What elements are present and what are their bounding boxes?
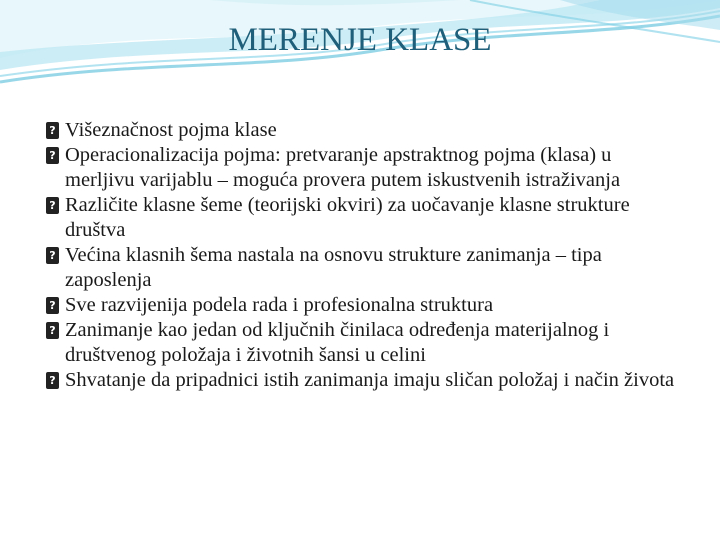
list-item-text: Zanimanje kao jedan od ključnih činilaca određenja materijalnog i društvenog položaja i životnih šansi u celini <box>65 319 610 366</box>
list-item-text: Operacionalizacija pojma: pretvaranje apstraktnog pojma (klasa) u merljivu varijablu – moguća provera putem iskustvenih istraživanja <box>65 144 621 191</box>
replacement-char-icon: ? <box>46 372 59 389</box>
replacement-char-icon: ? <box>46 322 59 339</box>
replacement-char-icon: ? <box>46 122 59 139</box>
list-item-text: Sve razvijenija podela rada i profesionalna struktura <box>65 294 494 316</box>
list-item-text: Višeznačnost pojma klase <box>65 119 277 141</box>
list-item <box>46 118 686 143</box>
replacement-char-icon: ? <box>46 197 59 214</box>
list-item-text: Shvatanje da pripadnici istih zanimanja imaju sličan položaj i način života <box>65 369 675 391</box>
list-item <box>46 193 686 243</box>
list-item <box>46 368 686 393</box>
list-item-text: Većina klasnih šema nastala na osnovu strukture zanimanja – tipa zaposlenja <box>65 244 602 291</box>
slide-title: MERENJE KLASE <box>228 22 492 58</box>
replacement-char-icon: ? <box>46 247 59 264</box>
replacement-char-icon: ? <box>46 297 59 314</box>
replacement-char-icon: ? <box>46 147 59 164</box>
list-item <box>46 318 686 368</box>
list-item <box>46 293 686 318</box>
list-item <box>46 143 686 193</box>
bullet-list <box>46 118 686 393</box>
list-item-text: Različite klasne šeme (teorijski okviri) za uočavanje klasne strukture društva <box>65 194 630 241</box>
list-item <box>46 243 686 293</box>
